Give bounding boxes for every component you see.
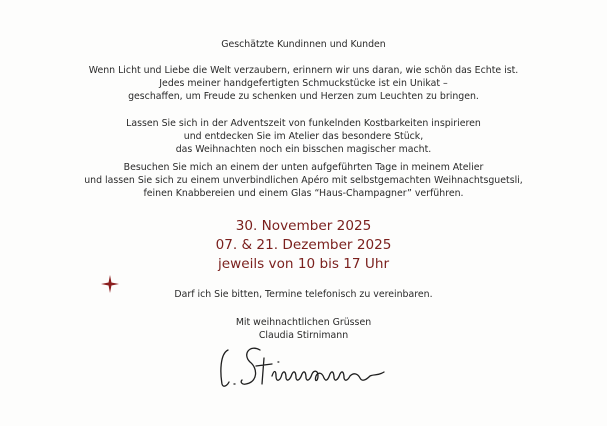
paragraph-intro: [0, 64, 607, 103]
closing-greeting: Mit weihnachtlichen Grüssen: [235, 317, 372, 328]
salutation: Geschätzte Kundinnen und Kunden: [221, 39, 386, 50]
event-hours: jeweils von 10 bis 17 Uhr: [217, 256, 390, 272]
paragraph-line: geschaffen, um Freude zu schenken und Herzen zum Leuchten zu bringen.: [128, 91, 479, 102]
paragraph-line: Besuchen Sie mich an einem der unten aufgeführten Tage in meinem Atelier: [123, 162, 484, 173]
paragraph-line: und entdecken Sie im Atelier das besondere Stück,: [183, 131, 424, 142]
event-date: 07. & 21. Dezember 2025: [215, 237, 392, 253]
paragraph-line: das Weihnachten noch ein bisschen magischer macht.: [175, 144, 432, 155]
handwritten-signature: [214, 336, 394, 392]
paragraph-line: Lassen Sie sich in der Adventszeit von funkelnden Kostbarkeiten inspirieren: [126, 118, 481, 129]
paragraph-line: feinen Knabbereien und einem Glas “Haus-Champagner” verführen.: [143, 188, 464, 199]
paragraph-line: Jedes meiner handgefertigten Schmuckstücke ist ein Unikat –: [159, 78, 448, 89]
paragraph-visit: [0, 161, 607, 200]
event-dates: [0, 217, 607, 274]
paragraph-line: und lassen Sie sich zu einem unverbindlichen Apéro mit selbstgemachten Weihnachtsguetsli,: [84, 175, 523, 186]
paragraph-advent: [0, 117, 607, 156]
signer-name: Claudia Stirnimann: [258, 330, 349, 341]
paragraph-line: Wenn Licht und Liebe die Welt verzaubern, erinnern wir uns daran, wie schön das Echte ist.: [88, 65, 519, 76]
event-date: 30. November 2025: [235, 218, 372, 234]
appointment-request: Darf ich Sie bitten, Termine telefonisch zu vereinbaren.: [174, 289, 433, 300]
